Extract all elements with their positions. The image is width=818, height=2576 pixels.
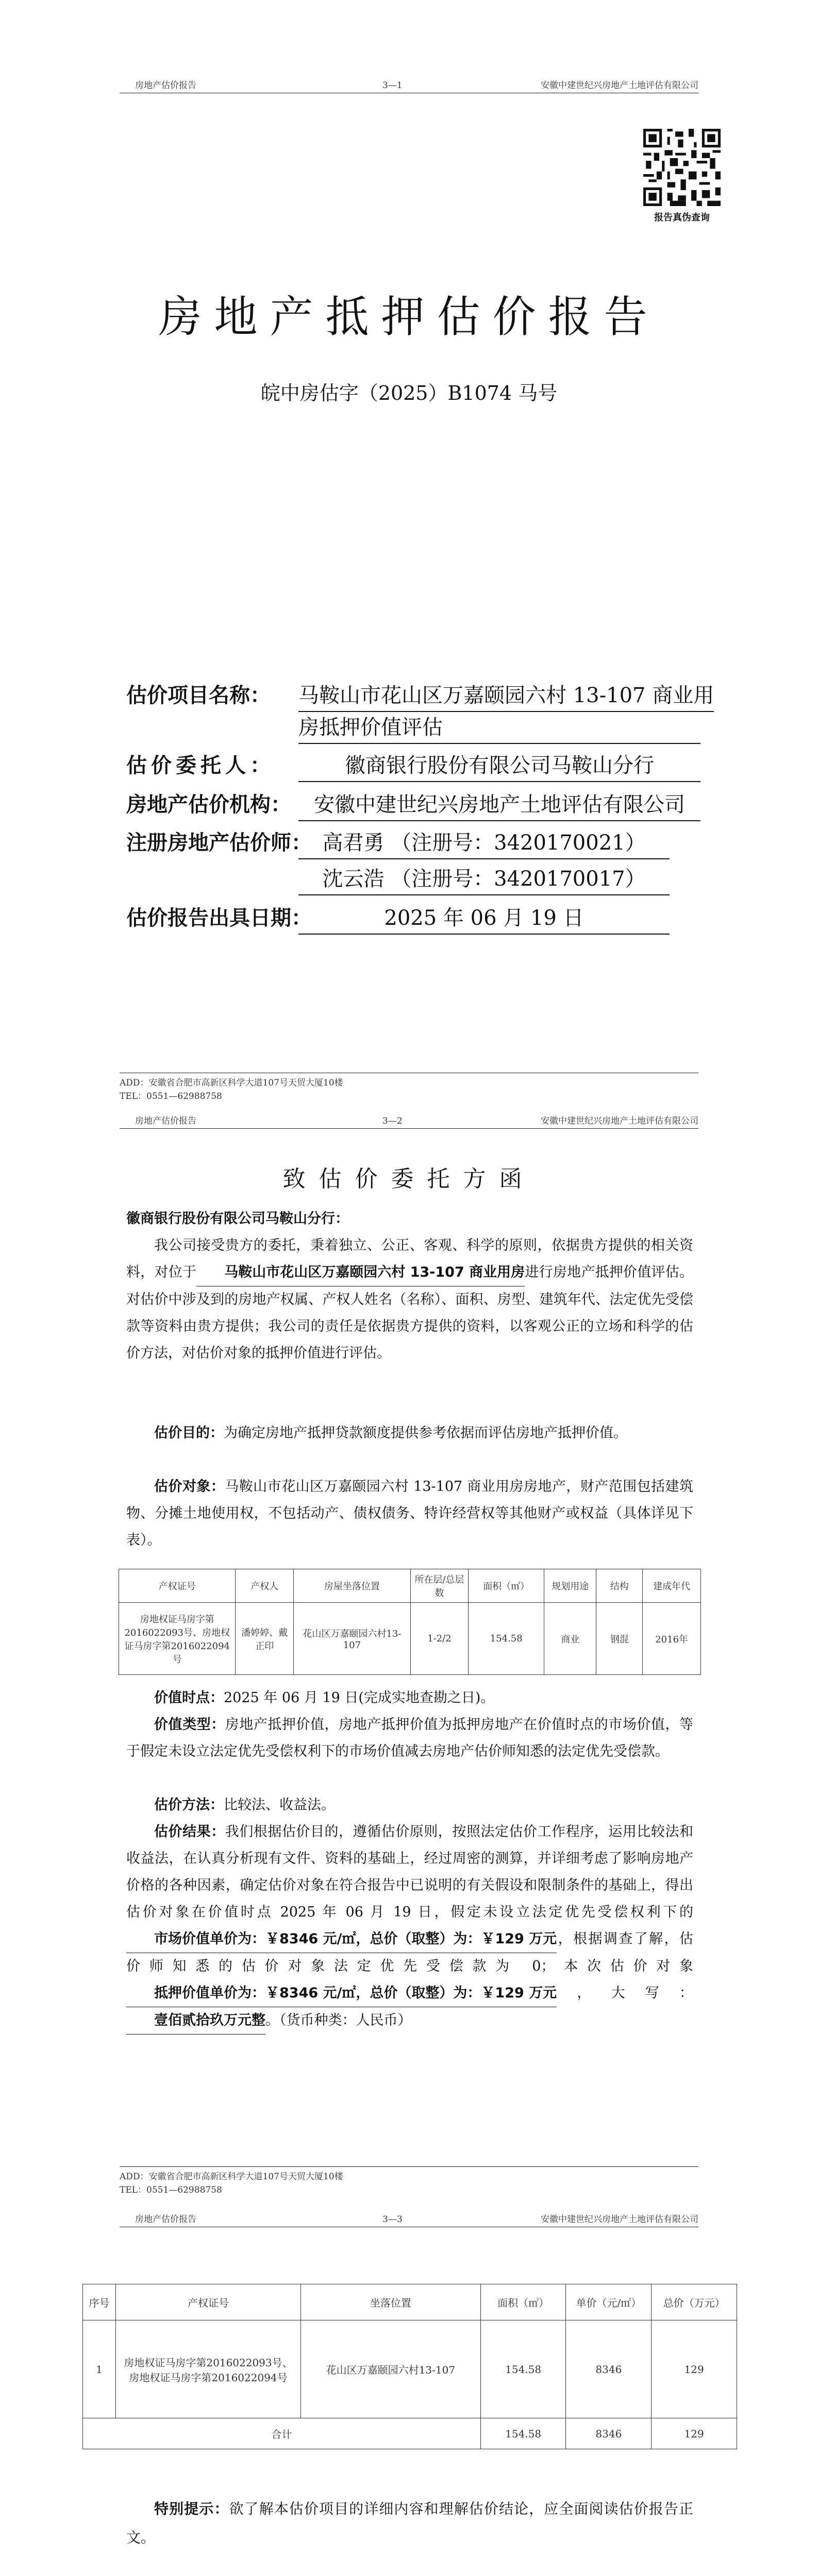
th-location: 房屋坐落位置	[294, 1569, 410, 1603]
letter-result	[126, 1819, 693, 2035]
purpose-label: 估价目的：	[154, 1425, 224, 1441]
letter-intro	[126, 1232, 693, 1367]
appraiser-2: 沈云浩 （注册号：3420170017）	[298, 863, 670, 895]
cell-location: 花山区万嘉颐园六村13-107	[301, 2320, 480, 2418]
th-seq: 序号	[83, 2284, 116, 2320]
page-footer	[120, 1073, 698, 1103]
letter-method	[126, 1792, 693, 1819]
client-name: 徽商银行股份有限公司马鞍山分行	[298, 750, 700, 782]
agency-label: 房地产估价机构：	[126, 793, 291, 817]
page-number: 3—2	[382, 1116, 403, 1126]
cell-cert: 房地权证马房字第2016022093号、房地权证马房字第2016022094号	[119, 1603, 236, 1675]
mortgage-value-text: 抵押价值单价为：￥8346 元/㎡，总价（取整）为：￥129 万元	[126, 1980, 557, 2007]
page-header	[120, 2211, 698, 2227]
report-title: 房地产抵押估价报告	[158, 292, 660, 342]
cell-total: 129	[652, 2320, 737, 2418]
cell-total-unit-price: 8346	[566, 2418, 652, 2449]
table-row	[119, 1603, 701, 1675]
intro-text-c: 进行房地产抵押价值评估。对估价中涉及到的房地产权属、产权人姓名（名称）、面积、房型、建筑年代、法定优先受偿款等资料由贵方提供；我公司的责任是依据贵方提供的资料，以客观公正的立场和科学的估价方法，对估价对象的抵押价值进行评估。	[126, 1264, 694, 1361]
th-total: 总价（万元）	[652, 2284, 737, 2320]
client-label: 估价委托人：	[126, 754, 275, 777]
page-footer	[120, 2166, 698, 2197]
cell-year: 2016年	[643, 1603, 701, 1675]
value-date-text: 2025 年 06 月 19 日(完成实地查勘之日)。	[224, 1690, 495, 1706]
th-use: 规划用途	[544, 1569, 596, 1603]
cell-total-label: 合计	[83, 2418, 481, 2449]
intro-text-a: 我公司接受贵方的委托，秉着独立、公正、客观、科学的原则，依据贵方提供的相关资料，对位于	[126, 1238, 693, 1280]
footer-tel: TEL：0551—62988758	[120, 2185, 222, 2195]
notice-label: 特别提示：	[154, 2500, 229, 2517]
table-header-row	[83, 2284, 737, 2320]
cell-location: 花山区万嘉颐园六村13-107	[294, 1603, 410, 1675]
cell-seq: 1	[83, 2320, 116, 2418]
header-company: 安徽中建世纪兴房地产土地评估有限公司	[541, 80, 698, 91]
cell-structure: 钢混	[596, 1603, 643, 1675]
th-cert: 产权证号	[119, 1569, 236, 1603]
table-header-row	[119, 1569, 701, 1603]
result-text-c: ，根据调查了解，估价师知悉的估价对象法定优先受偿款为 0；本次估价对象	[126, 1931, 693, 1974]
cell-total-value: 129	[652, 2418, 737, 2449]
page-cover	[0, 0, 818, 1101]
th-area: 面积（㎡）	[480, 2284, 566, 2320]
th-unit-price: 单价（元/㎡）	[566, 2284, 652, 2320]
page-number: 3—3	[382, 2214, 403, 2225]
letter-addressee: 徽商银行股份有限公司马鞍山分行：	[126, 1211, 349, 1227]
object-label: 估价对象：	[154, 1479, 225, 1495]
cover-info-block	[126, 680, 714, 969]
page-header	[120, 77, 698, 93]
result-text-g: 。（货币种类：人民币）	[265, 2012, 412, 2028]
header-company: 安徽中建世纪兴房地产土地评估有限公司	[541, 2214, 698, 2225]
page-header	[120, 1113, 698, 1129]
footer-tel: TEL：0551—62988758	[120, 1091, 222, 1101]
cell-cert: 房地权证马房字第2016022093号、房地权证马房字第2016022094号	[116, 2320, 301, 2418]
special-notice	[126, 2495, 693, 2552]
notice-text: 欲了解本估价项目的详细内容和理解估价结论，应全面阅读估价报告正文。	[126, 2500, 693, 2546]
th-year: 建成年代	[643, 1569, 701, 1603]
th-location: 坐落位置	[301, 2284, 480, 2320]
result-text-e: ，大写：	[557, 1985, 693, 2001]
appraiser-label: 注册房地产估价师：	[126, 831, 312, 855]
appraiser-1: 高君勇 （注册号：3420170021）	[298, 827, 670, 859]
intro-property: 马鞍山市花山区万嘉颐园六村 13-107 商业用房	[196, 1259, 525, 1286]
page-number: 3—1	[382, 80, 403, 91]
value-type-text: 房地产抵押价值，房地产抵押价值为抵押房地产在价值时点的市场价值，等于假定未设立法定优先受偿权利下的市场价值减去房地产估价师知悉的法定优先受偿款。	[126, 1717, 693, 1759]
cell-area: 154.58	[469, 1603, 544, 1675]
method-text: 比较法、收益法。	[224, 1797, 335, 1813]
header-company: 安徽中建世纪兴房地产土地评估有限公司	[541, 1116, 698, 1126]
property-table	[119, 1569, 701, 1675]
letter-value-date	[126, 1685, 693, 1711]
value-date-label: 价值时点：	[154, 1690, 224, 1706]
table-row	[83, 2320, 737, 2418]
footer-address: ADD：安徽省合肥市高新区科学大道107号天贸大厦10楼	[120, 2172, 343, 2182]
cell-use: 商业	[544, 1603, 596, 1675]
cell-owner: 潘婷婷、戴正印	[236, 1603, 294, 1675]
letter-object	[126, 1473, 693, 1554]
header-left-text: 房地产估价报告	[135, 80, 196, 91]
project-label: 估价项目名称：	[126, 684, 271, 707]
report-number: 皖中房估字（2025）B1074 马号	[260, 382, 558, 404]
header-left-text: 房地产估价报告	[135, 2214, 196, 2225]
method-label: 估价方法：	[154, 1797, 224, 1813]
report-date: 2025 年 06 月 19 日	[298, 903, 670, 935]
value-type-label: 价值类型：	[154, 1717, 225, 1733]
letter-title: 致估价委托方函	[282, 1166, 536, 1192]
amount-in-words: 壹佰贰拾玖万元整	[126, 2007, 265, 2035]
qr-caption: 报告真伪查询	[654, 212, 710, 223]
result-text-a: 我们根据估价目的，遵循估价原则，按照法定估价工作程序，运用比较法和收益法，在认真分析现有文件、资料的基础上，经过周密的测算，并详细考虑了影响房地产价格的各种因素，确定估价对象在符合报告中已说明的有关假设和限制条件的基础上，得出估价对象在价值时点 2025 年 06 月 19 日，假定未设立法定优先受偿权利下的	[126, 1824, 693, 1920]
purpose-text: 为确定房地产抵押贷款额度提供参考依据而评估房地产抵押价值。	[224, 1425, 627, 1441]
qr-code-icon[interactable]	[643, 129, 721, 206]
th-cert: 产权证号	[116, 2284, 301, 2320]
letter-purpose	[126, 1420, 693, 1447]
letter-value-type	[126, 1711, 693, 1765]
table-total-row	[83, 2418, 737, 2449]
project-name-line1: 马鞍山市花山区万嘉颐园六村 13-107 商业用	[298, 680, 714, 712]
date-label: 估价报告出具日期：	[126, 906, 312, 930]
valuation-summary-table	[82, 2284, 737, 2449]
cell-total-area: 154.58	[480, 2418, 566, 2449]
object-text: 马鞍山市花山区万嘉颐园六村 13-107 商业用房房地产，财产范围包括建筑物、分摊土地使用权，不包括动产、债权债务、特许经营权等其他财产或权益（具体详见下表）。	[126, 1479, 693, 1548]
cell-area: 154.58	[480, 2320, 566, 2418]
header-left-text: 房地产估价报告	[135, 1116, 196, 1126]
agency-name: 安徽中建世纪兴房地产土地评估有限公司	[298, 789, 700, 821]
project-name-line2: 房抵押价值评估	[298, 712, 700, 744]
footer-address: ADD：安徽省合肥市高新区科学大道107号天贸大厦10楼	[120, 1078, 343, 1088]
result-label: 估价结果：	[154, 1824, 225, 1840]
th-owner: 产权人	[236, 1569, 294, 1603]
cell-floor: 1-2/2	[410, 1603, 469, 1675]
th-floor: 所在层/总层数	[410, 1569, 469, 1603]
market-value-text: 市场价值单价为：￥8346 元/㎡，总价（取整）为：￥129 万元	[126, 1926, 557, 1953]
th-structure: 结构	[596, 1569, 643, 1603]
cell-unit-price: 8346	[566, 2320, 652, 2418]
th-area: 面积（㎡）	[469, 1569, 544, 1603]
